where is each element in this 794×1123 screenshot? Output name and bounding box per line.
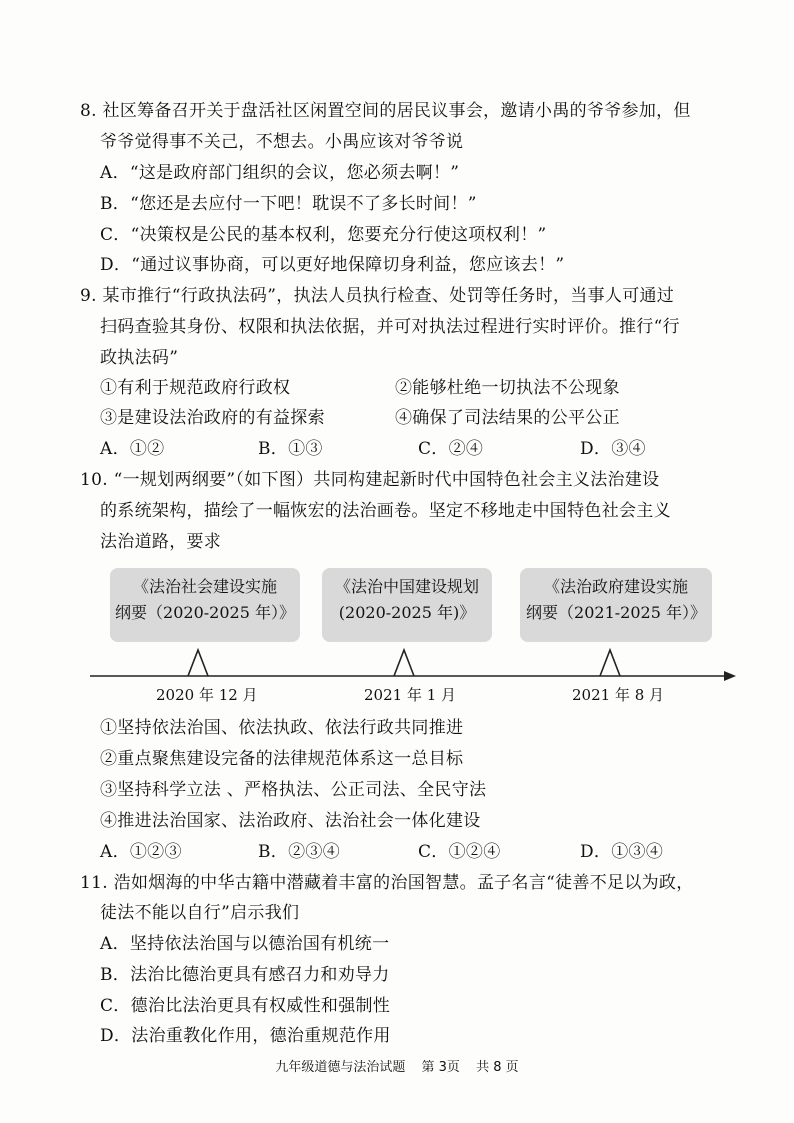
timeline-date-2: 2021 年 1 月 [364, 686, 457, 704]
q9-item-4: ④确保了司法结果的公平公正 [395, 408, 620, 428]
q10-stem-line3: 法治道路，要求 [100, 532, 222, 552]
q10-item-4: ④推进法治国家、法治政府、法治社会一体化建设 [100, 811, 481, 831]
q9-option-b: B．①③ [258, 439, 323, 459]
q11-stem-line1: 11. 浩如烟海的中华古籍中潜藏着丰富的治国智慧。孟子名言“徒善不足以为政， [80, 873, 694, 893]
timeline-date-1: 2020 年 12 月 [156, 686, 258, 704]
q9-stem-line1: 9. 某市推行“行政执法码”，执法人员执行检查、处罚等任务时，当事人可通过 [80, 286, 675, 306]
q10-item-2: ②重点聚焦建设完备的法律规范体系这一总目标 [100, 749, 464, 769]
q11-option-c: C．德治比法治更具有权威性和强制性 [100, 996, 391, 1016]
q8-stem-line1: 8. 社区筹备召开关于盘活社区闲置空间的居民议事会，邀请小禺的爷爷参加，但 [80, 101, 691, 121]
timeline-box-2-subtitle: (2020-2025 年)》 [338, 603, 476, 622]
q9-item-1: ①有利于规范政府行政权 [100, 378, 291, 398]
q9-option-a: A．①② [100, 439, 165, 459]
timeline-box-1 [110, 568, 300, 642]
q9-stem-line3: 政执法码” [100, 348, 179, 368]
q9-stem-line2: 扫码查验其身份、权限和执法依据，并可对执法过程进行实时评价。推行“行 [100, 317, 680, 337]
q10-item-3: ③坚持科学立法 、严格执法、公正司法、全民守法 [100, 780, 487, 800]
timeline-marker-1 [188, 650, 208, 676]
timeline-box-1-title: 《法治社会建设实施 [132, 577, 277, 596]
timeline-box-3-title: 《法治政府建设实施 [543, 577, 688, 596]
footer-title: 九年级道德与法治试题 [275, 1060, 406, 1075]
q10-item-1: ①坚持依法治国、依法执政、依法行政共同推进 [100, 718, 464, 738]
q9-option-c: C．②④ [418, 439, 484, 459]
timeline-box-2 [322, 568, 492, 642]
q10-option-b: B．②③④ [258, 842, 340, 862]
timeline-marker-3 [600, 650, 620, 676]
page-footer [0, 1056, 794, 1075]
q11-stem-line2: 徒法不能以自行”启示我们 [100, 903, 300, 923]
q11-option-b: B．法治比德治更具有感召力和劝导力 [100, 965, 390, 985]
timeline-box-3 [520, 568, 712, 642]
timeline-arrowhead [724, 671, 736, 681]
q8-stem-line2: 爷爷觉得事不关己，不想去。小禺应该对爷爷说 [100, 132, 464, 152]
timeline-box-1-subtitle: 纲要（2020-2025 年）》 [115, 603, 295, 622]
timeline-figure [88, 566, 738, 716]
timeline-marker-2 [394, 650, 414, 676]
timeline-box-3-subtitle: 纲要（2021-2025 年）》 [526, 603, 706, 622]
q8-option-c: C．“决策权是公民的基本权利，您要充分行使这项权利！” [100, 225, 547, 245]
q8-option-b: B．“您还是去应付一下吧！耽误不了多长时间！” [100, 194, 477, 214]
footer-total-pages: 共 8 页 [476, 1060, 519, 1075]
q10-stem-line2: 的系统架构，描绘了一幅恢宏的法治画卷。坚定不移地走中国特色社会主义 [100, 501, 671, 521]
q8-option-a: A．“这是政府部门组织的会议，您必须去啊！” [100, 163, 460, 183]
q9-item-2: ②能够杜绝一切执法不公现象 [395, 378, 620, 398]
q11-option-a: A．坚持依法治国与以德治国有机统一 [100, 934, 390, 954]
q11-option-d: D．法治重教化作用，德治重规范作用 [100, 1026, 391, 1046]
q9-option-d: D．③④ [580, 439, 646, 459]
footer-page-number: 第 3页 [421, 1060, 460, 1075]
q10-option-d: D．①③④ [580, 842, 664, 862]
timeline-box-2-title: 《法治中国建设规划 [334, 577, 479, 596]
q10-option-a: A．①②③ [100, 842, 182, 862]
q9-item-3: ③是建设法治政府的有益探索 [100, 408, 325, 428]
q10-stem-line1: 10. “一规划两纲要”（如下图）共同构建起新时代中国特色社会主义法治建设 [80, 470, 660, 490]
q8-option-d: D．“通过议事协商，可以更好地保障切身利益，您应该去！” [100, 255, 565, 275]
timeline-date-3: 2021 年 8 月 [572, 686, 665, 704]
q10-option-c: C．①②④ [418, 842, 501, 862]
